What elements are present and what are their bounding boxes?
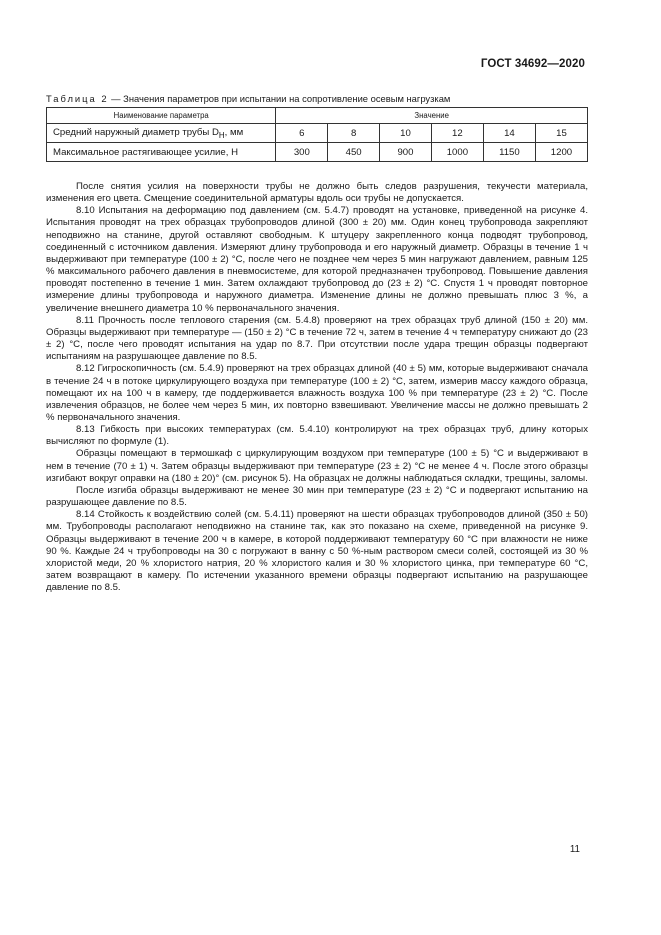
- paragraph-8-13-oven-procedure: Образцы помещают в термошкаф с циркулирующим воздухом при температуре (100 ± 5) °С и выдерживают в нем в течение (70 ± 1) ч. Затем образцы выдерживают при температуре (23 ± 2) °С не менее 4 ч. После этого образцы изгибают вокруг оправки на (180 ± 20)° (см. рисунок 5). На образцах не должны наблюдаться складки, трещины, заломы.: [46, 448, 588, 484]
- paragraph-8-11-thermal-aging: 8.11 Прочность после теплового старения (см. 5.4.8) проверяют на трех образцах труб длиной (150 ± 20) мм. Образцы выдерживают при температуре — (150 ± 2) °С в течение 72 ч, затем в течение 4 ч температуру снижают до (23 ± 2) °С, после чего проводят испытания на удар по 8.7. При отсутствии после удара трещин образцы подвергают испытаниям на разрушающее давление по 8.5.: [46, 314, 588, 363]
- parameter-name-text: Средний наружный диаметр трубы D: [53, 126, 219, 138]
- body-text: [46, 181, 588, 594]
- paragraph-8-13-flexibility: 8.13 Гибкость при высоких температурах (см. 5.4.10) контролируют на трех образцах труб, длину которых вычисляют по формуле (1).: [46, 424, 588, 448]
- table-cell-value: 1150: [483, 143, 535, 162]
- paragraph-8-10-pressure-deformation: 8.10 Испытания на деформацию под давлением (см. 5.4.7) проводят на установке, приведенной на рисунке 4. Испытания проводят на трех образцах трубопроводов длиной (300 ± 20) мм. Один конец трубопровода закрепляют неподвижно на станине, другой оставляют свободным. К штуцеру закрепленного конца подводят трубопровод, соединенный с источником давления. Измеряют длину трубопровода и его наружный диаметр. Образцы в течение 1 ч выдерживают при температуре (100 ± 2) °С, после чего не позднее чем через 5 мин нагружают давлением, равным 125 % максимального рабочего давления в пневмосистеме, для которой предназначен трубопровод. Повышение давления проводят постепенно в течение 1 мин. Затем охлаждают трубопровод до (23 ± 2) °С. Спустя 1 ч проводят повторное измерение длины трубопровода и наружного диаметра. Изменение длины не должно превышать плюс 3 %, а увеличение внешнего диаметра 10 % первоначального значения.: [46, 205, 588, 314]
- table-caption: [46, 93, 450, 104]
- table-cell-value: 6: [276, 124, 328, 143]
- parameter-name-text: Максимальное растягивающее усилие, Н: [53, 146, 239, 158]
- table-cell-value: 10: [380, 124, 432, 143]
- page-header-standard-id: ГОСТ 34692—2020: [480, 58, 585, 70]
- paragraph-8-12-hygroscopicity: 8.12 Гигроскопичность (см. 5.4.9) проверяют на трех образцах длиной (40 ± 5) мм, которые выдерживают сначала в течение 24 ч в потоке циркулирующего воздуха при температуре (100 ± 2) °С, затем, измерив массу каждого образца, помещают их на 100 ч в камеру, где поддерживается влажность воздуха 100 % при температуре (23 ± 2) °С. После извлечения образцов, не более чем через 5 мин, их повторно взвешивают. Увеличение массы не должно превышать 2 % первоначального значения.: [46, 363, 588, 423]
- table-cell-value: 450: [328, 143, 380, 162]
- table-header-row: [47, 108, 588, 124]
- paragraph-8-13-after-bending: После изгиба образцы выдерживают не менее 30 мин при температуре (23 ± 2) °С и подвергают испытанию на разрушающее давление по 8.5.: [46, 484, 588, 509]
- table-cell-value: 300: [276, 143, 328, 162]
- row-parameter-name: [47, 143, 276, 162]
- parameter-name-subscript: Н: [218, 130, 225, 140]
- table-cell-value: 900: [380, 143, 432, 162]
- column-header-parameter: Наименование параметра: [47, 108, 276, 124]
- table-caption-text: — Значения параметров при испытании на сопротивление осевым нагрузкам: [108, 93, 451, 104]
- paragraph-8-14-salt-resistance: 8.14 Стойкость к воздействию солей (см. 5.4.11) проверяют на шести образцах трубопроводов длиной (350 ± 50) мм. Трубопроводы располагают неподвижно на станине так, как это показано на схеме, приведенной на рисунке 9. Образцы выдерживают в течение 200 ч в камере, в которой поддерживают температуру 60 °С при влажности не ниже 90 %. Каждые 24 ч трубопроводы на 30 с погружают в ванну с 50 %-ным раствором смеси солей, состоящей из 30 % хлористой меди, 20 % хлористого натрия, 20 % хлористого калия и 30 % хлористого цинка, при температуре 60 °С, затем возвращают в камеру. По истечении указанного времени образцы подвергают испытанию на разрушающее давление по 8.5.: [46, 509, 588, 594]
- column-header-value: Значение: [276, 108, 588, 124]
- table-cell-value: 15: [535, 124, 587, 143]
- parameters-table: [46, 107, 588, 162]
- table-cell-value: 1000: [431, 143, 483, 162]
- table-cell-value: 12: [431, 124, 483, 143]
- table-cell-value: 8: [328, 124, 380, 143]
- table-cell-value: 1200: [535, 143, 587, 162]
- paragraph-after-load-removal: После снятия усилия на поверхности трубы не должно быть следов разрушения, текучести материала, изменения его цвета. Смещение соединительной арматуры вдоль оси трубы не допускается.: [46, 181, 588, 205]
- table-row: [47, 124, 588, 143]
- table-caption-label: Таблица 2: [46, 93, 109, 104]
- row-parameter-name: [47, 124, 276, 143]
- page-number: 11: [569, 844, 580, 855]
- parameter-name-suffix: , мм: [224, 126, 244, 138]
- table-row: [47, 143, 588, 162]
- table-cell-value: 14: [483, 124, 535, 143]
